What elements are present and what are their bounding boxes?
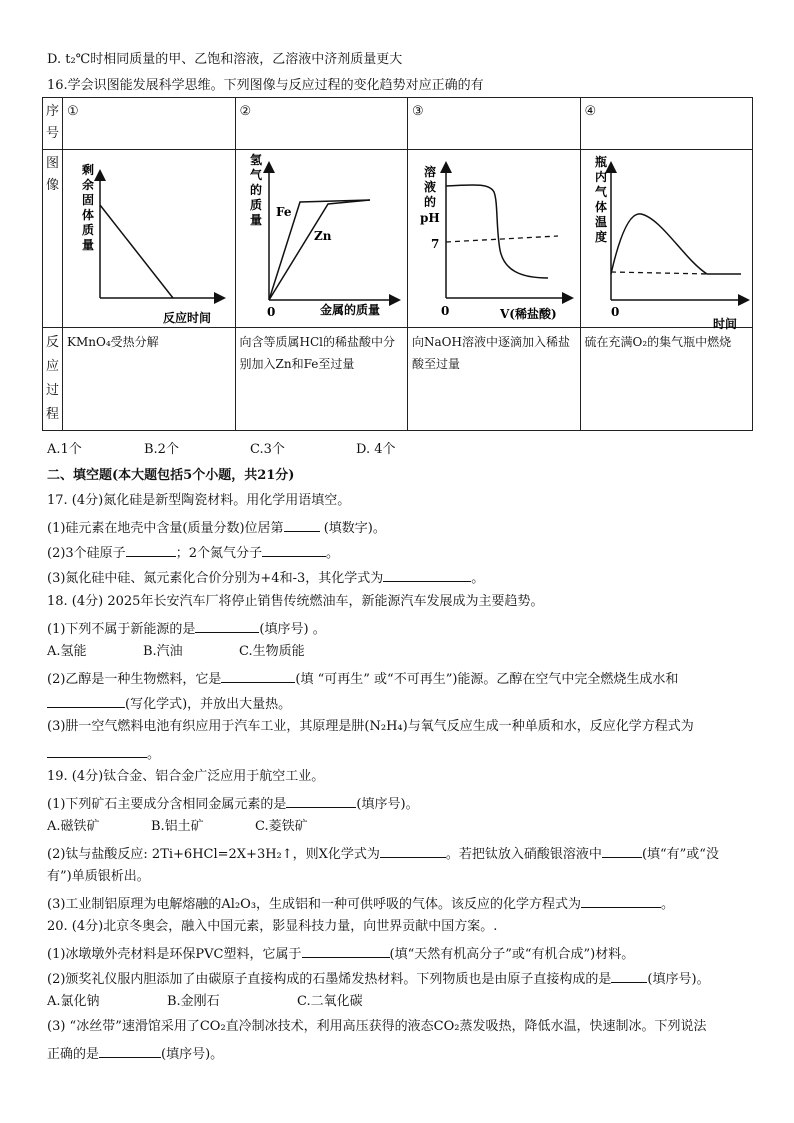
col-num-2: ② [235,98,408,150]
q17-part3: (3)氮化硅中硅、氮元素化合价分别为+4和-3，其化学式为 。 [47,568,754,587]
graph1-ylabel: 剩余固体质量 [82,163,95,252]
graph3-ylabel: 溶液的 pH [420,165,440,225]
graph-2 [235,150,408,328]
graph2-zn-label: Zn [313,229,331,243]
q20-options: A.氯化钠 B.金刚石 C.二氧化碳 [47,994,363,1009]
q19-part2-cont: 有”)单质银析出。 [47,869,150,884]
graph-1 [63,150,236,328]
graph2-origin: 0 [266,305,275,319]
q17-stem: 17. (4分)氮化硅是新型陶瓷材料。用化学用语填空。 [47,493,351,508]
process-1: KMnO₄受热分解 [63,328,236,431]
graph4-ylabel: 瓶内气体温度 [594,155,607,244]
q18-part1: (1)下列不属于新能源的是 (填序号) 。 [47,619,754,638]
process-2: 向含等质属HCl的稀盐酸中分别加入Zn和Fe至过量 [235,328,408,431]
graph2-ylabel: 氢气的质量 [249,153,262,227]
q19-part1: (1)下列矿石主要成分含相同金属元素的是 (填序号)。 [47,794,754,813]
process-4: 硫在充满O₂的集气瓶中燃烧 [580,328,753,431]
graph3-tick7: 7 [431,237,440,251]
graph3-origin: 0 [441,304,450,318]
graph2-xlabel: 金属的质量 [319,303,380,317]
q16-option-b: B.2个 [144,442,179,457]
graph2-fe-label: Fe [275,205,291,219]
graph-3 [408,150,581,328]
graph-4 [580,150,753,331]
q18-options: A.氢能 B.汽油 C.生物质能 [47,644,305,659]
q17-part2: (2)3个硅原子 ；2个氮气分子 。 [47,543,754,562]
graph4-origin: 0 [610,305,619,319]
q18-stem: 18. (4分) 2025年长安汽车厂将停止销售传统燃油车，新能源汽车发展成为主要趋势。 [47,594,544,609]
graph3-dashed-line [446,236,558,242]
q19-part3: (3)工业制铝原理为电解熔融的Al₂O₃，生成铝和一种可供呼吸的气体。该反应的化学方程式为 。 [47,894,754,913]
section-2-title: 二、填空题(本大题包括5个小题，共21分) [47,468,295,483]
row-header-fanying: 反应过程 [43,328,63,431]
graph4-temp-curve [611,214,741,274]
q19-part2: (2)钛与盐酸反应: 2Ti+6HCl=2X+3H₂↑，则X化学式为 。若把钛放入硝酸银溶液中 (填“有”或“没 [47,844,754,863]
col-num-3: ③ [408,98,581,150]
option-d-line: D. t₂℃时相同质量的甲、乙饱和溶液，乙溶液中济剂质量更大 [47,52,403,67]
q18-part2: (2)乙醇是一种生物燃料，它是 (填 “可再生” 或“不可再生”)能源。乙醇在空气中完全燃烧生成水和 [47,669,754,688]
q20-part1: (1)冰墩墩外壳材料是环保PVC塑料，它属于 (填“天然有机高分子”或“有机合成”)材料。 [47,944,754,963]
q16-option-c: C.3个 [250,442,285,457]
graph1-line [100,205,173,298]
graph4-xlabel: 时间 [712,317,737,331]
q16-option-d: D. 4个 [356,442,396,457]
q16-options [47,442,754,458]
row-header-tuxiang: 图像 [43,150,63,328]
graph1-xlabel: 反应时间 [163,311,212,325]
q18-part3-cont: 。 [47,744,754,763]
q20-stem: 20. (4分)北京冬奥会，融入中国元素，影显科技力量，向世界贡献中国方案。. [47,919,498,934]
graph3-ph-curve [446,185,548,278]
q19-stem: 19. (4分)钛合金、铝合金广泛应用于航空工业。 [47,769,325,784]
q16-table [42,97,753,431]
q18-part3: (3)肼一空气燃料电池有织应用于汽车工业，其原理是肼(N₂H₄)与氧气反应生成一种单质和水，反应化学方程式为 [47,719,694,734]
col-num-4: ④ [580,98,753,150]
process-3: 向NaOH溶液中逐滴加入稀盐酸至过量 [408,328,581,431]
graph3-xlabel: V(稀盐酸) [500,307,557,321]
row-header-xuhao: 序号 [43,98,63,150]
q17-part1: (1)硅元素在地壳中含量(质量分数)位居第 (填数字)。 [47,518,754,537]
q20-part3-cont: 正确的是 (填序号)。 [47,1044,754,1063]
graph4-dashed-line [611,272,709,274]
q16-option-a: A.1个 [47,442,82,457]
q20-part3: (3) “冰丝带”速滑馆采用了CO₂直冷制冰技术，利用高压获得的液态CO₂蒸发吸热，降低水温，快速制冰。下列说法 [47,1019,707,1034]
q18-part2-cont: (写化学式)，并放出大量热。 [47,694,754,713]
q16-stem: 16.学会识图能发展科学思维。下列图像与反应过程的变化趋势对应正确的有 [47,78,484,93]
q19-options: A.磁铁矿 B.铝土矿 C.菱铁矿 [47,819,308,834]
col-num-1: ① [63,98,236,150]
q20-part2: (2)颁奖礼仪服内胆添加了由碳原子直接构成的石墨烯发热材料。下列物质也是由原子直接构成的是 (填序号)。 [47,969,754,988]
